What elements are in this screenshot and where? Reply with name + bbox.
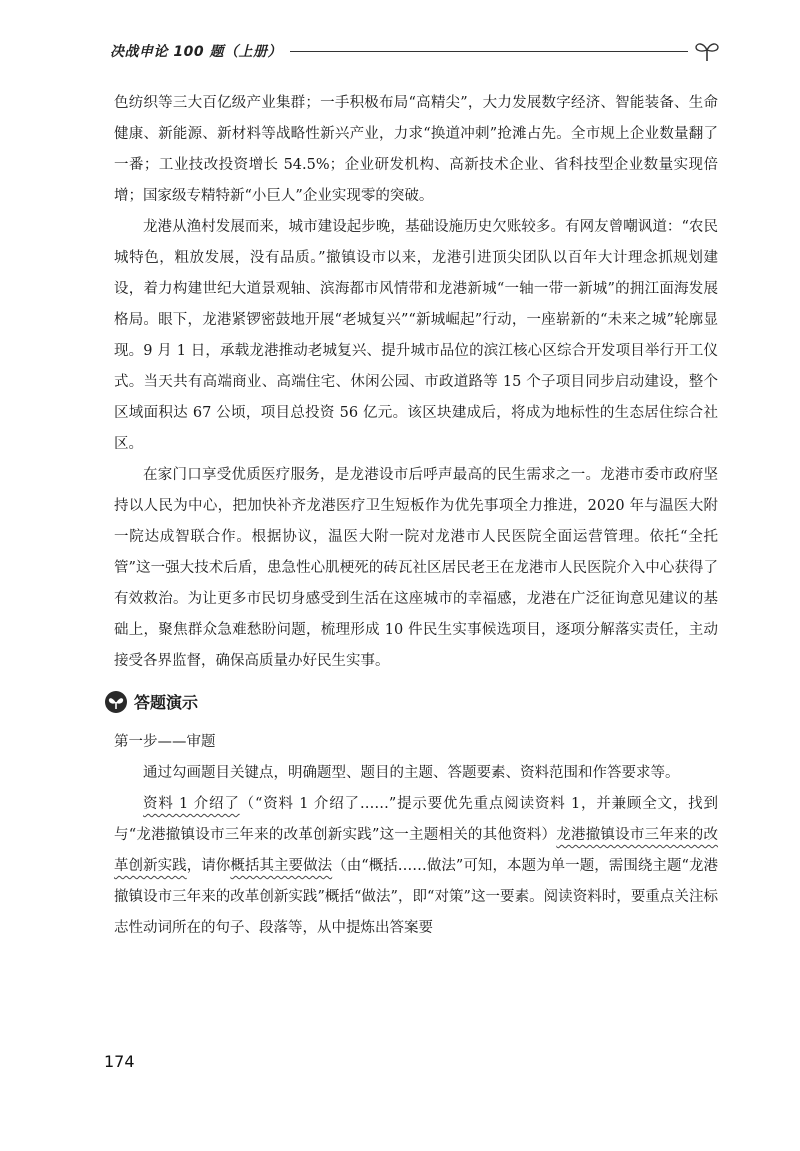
paragraph-1: 色纺织等三大百亿级产业集群；一手积极布局“高精尖”，大力发展数字经济、智能装备、生命健康、新能源、新材料等战略性新兴产业，力求“换道冲刺”抢滩占先。全市规上企业数量翻了一番；工业技改投资增长 54.5%；企业研发机构、高新技术企业、省科技型企业数量实现倍增；国家级专精特新“小巨人”企业实现零的突破。 [114, 95, 718, 204]
header-title: 决战申论 100 题（上册） [110, 44, 282, 60]
leaf-badge-icon [104, 690, 128, 714]
underlined-phrase: 龙港撤镇设市三年来的改革创新实践 [114, 827, 719, 874]
step-paragraph-1: 通过勾画题目关键点，明确题型、题目的主题、答题要素、资料范围和作答要求等。 [143, 765, 680, 781]
annotation-text: （“资料 1 介绍了……”提示要优先重点阅读资料 1，并兼顾全文，找到与“龙港撤镇设市三年来的改革创新实践”这一主题相关的其他资料） [114, 796, 718, 843]
text-fragment: ，请你 [186, 858, 231, 874]
page-number: 174 [104, 1052, 135, 1071]
section-heading [104, 683, 718, 721]
paragraph-3: 在家门口享受优质医疗服务，是龙港设市后呼声最高的民生需求之一。龙港市委市政府坚持以人民为中心，把加快补齐龙港医疗卫生短板作为优先事项全力推进，2020 年与温医大附一院达成智联合作。根据协议，温医大附一院对龙港市人民医院全面运营管理。依托“全托管”这一强大技术后盾，患急性心肌梗死的砖瓦社区居民老王在龙港市人民医院介入中心获得了有效救治。为让更多市民切身感受到生活在这座城市的幸福感，龙港在广泛征询意见建议的基础上，聚焦群众急难愁盼问题，梳理形成 10 件民生实事候选项目，逐项分解落实责任，主动接受各界监督，确保高质量办好民生实事。 [114, 467, 718, 669]
underlined-phrase: 资料 1 介绍了 [143, 796, 240, 812]
underlined-phrase: 概括其主要做法 [230, 858, 333, 874]
step-title: 第一步——审题 [114, 734, 216, 750]
header-rule [290, 51, 688, 52]
step-paragraph-2 [114, 789, 718, 944]
section-title: 答题演示 [134, 692, 199, 712]
paragraph-2: 龙港从渔村发展而来，城市建设起步晚，基础设施历史欠账较多。有网友曾嘲讽道：“农民城特色，粗放发展，没有品质。”撤镇设市以来，龙港引进顶尖团队以百年大计理念抓规划建设，着力构建世纪大道景观轴、滨海都市风情带和龙港新城“一轴一带一新城”的拥江面海发展格局。眼下，龙港紧锣密鼓地开展“老城复兴”“新城崛起”行动，一座崭新的“未来之城”轮廓显现。9 月 1 日，承载龙港推动老城复兴、提升城市品位的滨江核心区综合开发项目举行开工仪式。当天共有高端商业、高端住宅、休闲公园、市政道路等 15 个子项目同步启动建设，整个区域面积达 67 公顷，项目总投资 56 亿元。该区块建成后，将成为地标性的生态居住综合社区。 [114, 219, 718, 452]
running-header [110, 38, 720, 64]
body-text [114, 88, 718, 944]
annotation-text: （由“概括……做法”可知，本题为单一题，需围绕主题“龙港撤镇设市三年来的改革创新实践”概括“做法”，即“对策”这一要素。阅读资料时，要重点关注标志性动词所在的句子、段落等，从中提炼出答案要 [114, 858, 719, 936]
sprout-icon [694, 40, 720, 62]
